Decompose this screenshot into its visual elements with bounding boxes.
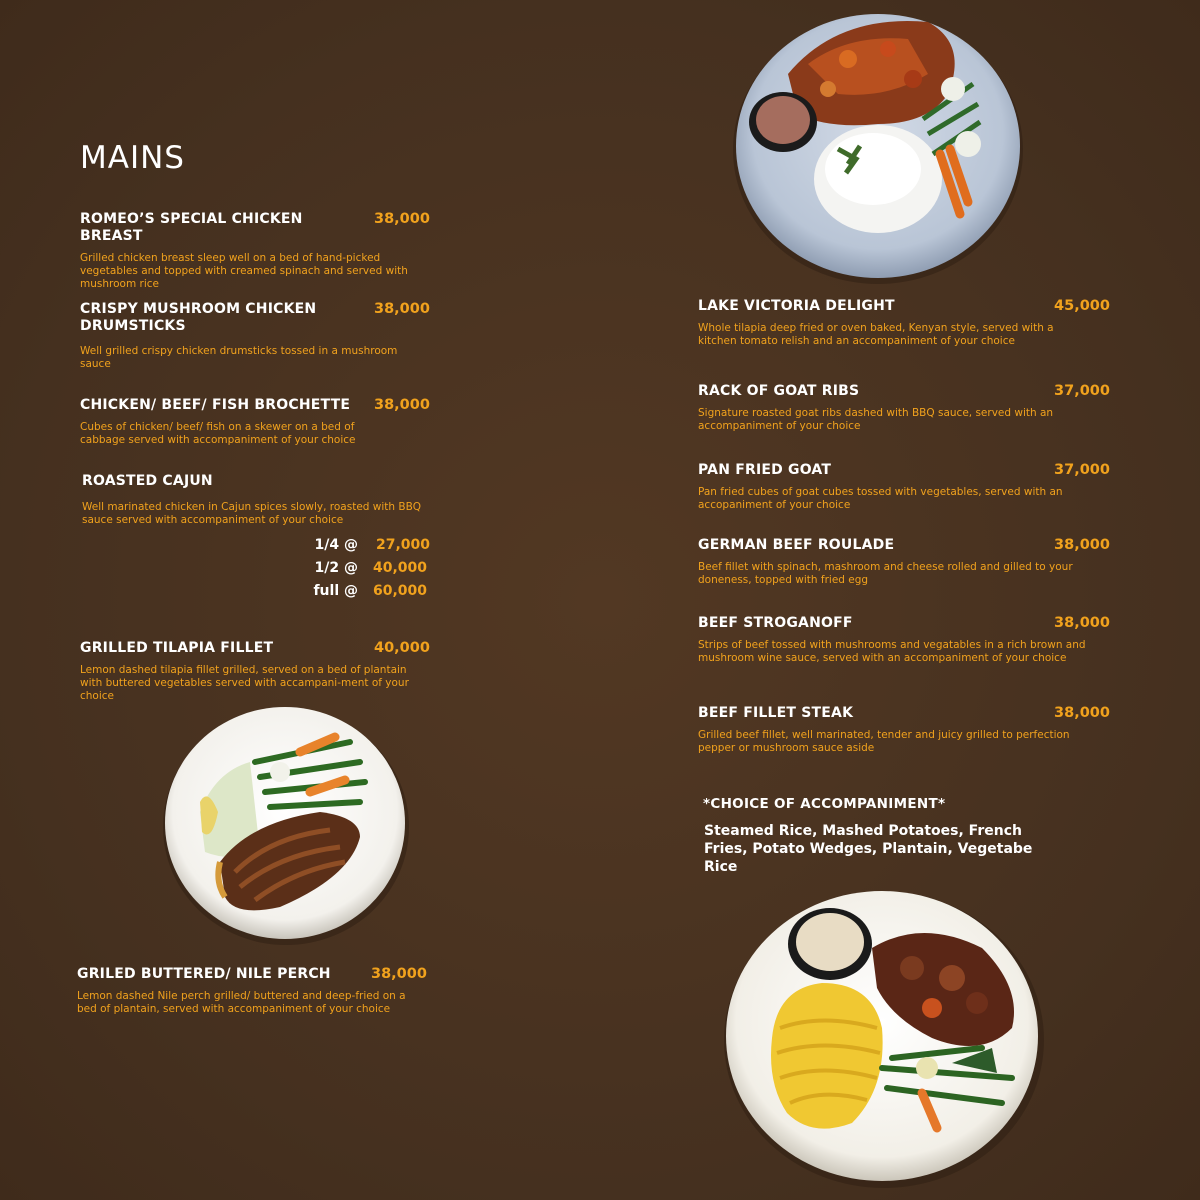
food-plate-chicken-rice-image: [728, 4, 1032, 288]
item-price: 38,000: [371, 966, 427, 982]
food-plate-goat-mash-image: [722, 888, 1048, 1190]
food-plate-tilapia-image: [160, 702, 412, 946]
item-description: Grilled chicken breast sleep well on a bed of hand-picked vegetables and topped with creamed spinach and served with mushroom rice: [80, 252, 408, 290]
item-price: 38,000: [374, 397, 430, 413]
item-description: Pan fried cubes of goat cubes tossed with vegetables, served with an accopaniment of your choice: [698, 486, 1063, 511]
tier-price: 40,000: [373, 560, 428, 576]
tier-price: 60,000: [373, 583, 428, 599]
item-price: 40,000: [374, 640, 430, 656]
item-price: 38,000: [374, 301, 430, 317]
item-description: Beef fillet with spinach, mashroom and cheese rolled and gilled to your doneness, topped with fried egg: [698, 561, 1073, 586]
item-name: CHICKEN/ BEEF/ FISH BROCHETTE: [80, 397, 351, 413]
item-price: 37,000: [1054, 383, 1110, 399]
item-description: Well grilled crispy chicken drumsticks tossed in a mushroom sauce: [80, 345, 398, 370]
tier-label: 1/2 @: [314, 560, 358, 576]
item-description: Whole tilapia deep fried or oven baked, Kenyan style, served with a kitchen tomato relish and an accompaniment of your choice: [698, 322, 1054, 347]
menu-item-lake-victoria: [698, 298, 1110, 348]
item-description: Lemon dashed tilapia fillet grilled, served on a bed of plantain with buttered vegetables served with accampani-ment of your choice: [80, 664, 409, 702]
item-name: BEEF STROGANOFF: [698, 615, 853, 631]
menu-item-beef-stroganoff: [698, 615, 1110, 665]
item-price: 45,000: [1054, 298, 1110, 314]
menu-item-brochette: [80, 397, 430, 447]
item-name: ROASTED CAJUN: [82, 473, 213, 489]
menu-item-beef-roulade: [698, 537, 1110, 587]
menu-item-tilapia-fillet: [80, 640, 430, 703]
accompaniment-list: Steamed Rice, Mashed Potatoes, French Fries, Potato Wedges, Plantain, Vegetabe Rice: [704, 823, 1033, 875]
item-description: Grilled beef fillet, well marinated, tender and juicy grilled to perfection pepper or mushroom sauce aside: [698, 729, 1070, 754]
item-name: RACK OF GOAT RIBS: [698, 383, 860, 399]
tier-label: full @: [313, 583, 358, 599]
item-price: 38,000: [1054, 705, 1110, 721]
menu-item-crispy-drumsticks: [80, 301, 430, 371]
tier-price: 27,000: [376, 537, 431, 553]
menu-item-pan-fried-goat: [698, 462, 1110, 512]
item-name: GERMAN BEEF ROULADE: [698, 537, 895, 553]
item-description: Cubes of chicken/ beef/ fish on a skewer on a bed of cabbage served with accompaniment of your choice: [80, 421, 356, 446]
item-description: Well marinated chicken in Cajun spices slowly, roasted with BBQ sauce served with accompaniment of your choice: [82, 501, 422, 526]
item-name: GRILLED TILAPIA FILLET: [80, 640, 274, 656]
item-description: Lemon dashed Nile perch grilled/ buttered and deep-fried on a bed of plantain, served with accompaniment of your choice: [77, 990, 406, 1015]
tier-label: 1/4 @: [314, 537, 358, 553]
menu-item-romeos-chicken: [80, 211, 430, 291]
item-name: ROMEO’S SPECIAL CHICKEN BREAST: [80, 211, 303, 244]
section-title: MAINS: [80, 140, 185, 176]
item-price: 38,000: [1054, 615, 1110, 631]
menu-item-beef-fillet-steak: [698, 705, 1110, 755]
item-description: Strips of beef tossed with mushrooms and vegatables in a rich brown and mushroom wine sauce, served with an accompaniment of your choice: [698, 639, 1086, 664]
item-description: Signature roasted goat ribs dashed with BBQ sauce, served with an accompaniment of your choice: [698, 407, 1054, 432]
menu-item-goat-ribs: [698, 383, 1110, 433]
menu-item-roasted-cajun: [82, 473, 432, 527]
item-name: PAN FRIED GOAT: [698, 462, 832, 478]
item-price: 38,000: [1054, 537, 1110, 553]
item-name: CRISPY MUSHROOM CHICKEN DRUMSTICKS: [80, 301, 317, 334]
item-name: LAKE VICTORIA DELIGHT: [698, 298, 895, 314]
menu-item-nile-perch: [77, 966, 427, 1016]
item-price: 38,000: [374, 211, 430, 227]
item-name: BEEF FILLET STEAK: [698, 705, 854, 721]
accompaniment-title: *CHOICE OF ACCOMPANIMENT*: [703, 796, 946, 812]
item-name: GRILED BUTTERED/ NILE PERCH: [77, 966, 331, 982]
item-price: 37,000: [1054, 462, 1110, 478]
